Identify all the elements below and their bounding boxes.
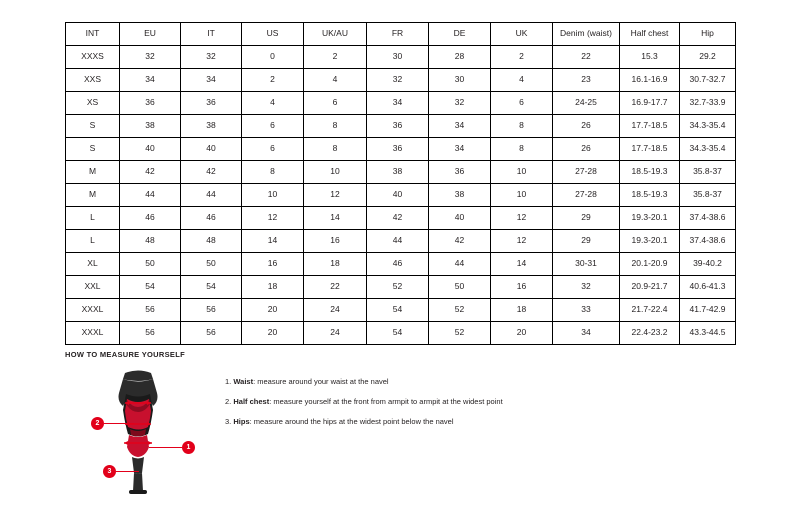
cell-fr: 34 bbox=[367, 92, 429, 115]
cell-int: XXXL bbox=[66, 299, 120, 322]
cell-eu: 48 bbox=[120, 230, 181, 253]
cell-it: 34 bbox=[181, 69, 242, 92]
cell-it: 48 bbox=[181, 230, 242, 253]
cell-int: XS bbox=[66, 92, 120, 115]
leader-line-hips bbox=[116, 471, 139, 472]
cell-int: XXXL bbox=[66, 322, 120, 345]
cell-int: XXL bbox=[66, 276, 120, 299]
cell-it: 32 bbox=[181, 46, 242, 69]
cell-de: 52 bbox=[429, 299, 491, 322]
cell-de: 50 bbox=[429, 276, 491, 299]
cell-half-chest: 18.5-19.3 bbox=[620, 184, 680, 207]
cell-denim-waist: 30-31 bbox=[553, 253, 620, 276]
cell-half-chest: 16.1-16.9 bbox=[620, 69, 680, 92]
cell-hip: 34.3-35.4 bbox=[680, 115, 736, 138]
cell-half-chest: 22.4-23.2 bbox=[620, 322, 680, 345]
cell-it: 46 bbox=[181, 207, 242, 230]
cell-de: 34 bbox=[429, 138, 491, 161]
cell-de: 40 bbox=[429, 207, 491, 230]
cell-half-chest: 20.9-21.7 bbox=[620, 276, 680, 299]
cell-int: L bbox=[66, 207, 120, 230]
cell-de: 42 bbox=[429, 230, 491, 253]
cell-hip: 40.6-41.3 bbox=[680, 276, 736, 299]
mannequin-figure bbox=[65, 369, 215, 499]
cell-denim-waist: 26 bbox=[553, 115, 620, 138]
cell-denim-waist: 27-28 bbox=[553, 184, 620, 207]
cell-uk-au: 24 bbox=[304, 299, 367, 322]
cell-uk: 6 bbox=[491, 92, 553, 115]
table-row bbox=[66, 115, 736, 138]
cell-us: 18 bbox=[242, 276, 304, 299]
cell-uk-au: 14 bbox=[304, 207, 367, 230]
cell-hip: 32.7-33.9 bbox=[680, 92, 736, 115]
cell-fr: 42 bbox=[367, 207, 429, 230]
cell-denim-waist: 29 bbox=[553, 230, 620, 253]
cell-eu: 34 bbox=[120, 69, 181, 92]
cell-uk: 8 bbox=[491, 115, 553, 138]
mannequin-illustration bbox=[103, 369, 173, 497]
cell-hip: 34.3-35.4 bbox=[680, 138, 736, 161]
size-chart-table-wrapper bbox=[65, 22, 735, 345]
cell-uk: 14 bbox=[491, 253, 553, 276]
cell-it: 36 bbox=[181, 92, 242, 115]
cell-us: 4 bbox=[242, 92, 304, 115]
table-row bbox=[66, 253, 736, 276]
table-row bbox=[66, 92, 736, 115]
cell-eu: 32 bbox=[120, 46, 181, 69]
cell-de: 44 bbox=[429, 253, 491, 276]
cell-it: 56 bbox=[181, 322, 242, 345]
cell-de: 34 bbox=[429, 115, 491, 138]
cell-hip: 35.8-37 bbox=[680, 184, 736, 207]
cell-fr: 46 bbox=[367, 253, 429, 276]
table-row bbox=[66, 322, 736, 345]
how-to-measure-body bbox=[65, 369, 735, 499]
table-row bbox=[66, 207, 736, 230]
cell-fr: 44 bbox=[367, 230, 429, 253]
leader-line-half-chest bbox=[104, 423, 134, 424]
cell-half-chest: 19.3-20.1 bbox=[620, 230, 680, 253]
cell-us: 20 bbox=[242, 299, 304, 322]
cell-eu: 56 bbox=[120, 299, 181, 322]
cell-us: 12 bbox=[242, 207, 304, 230]
column-header-half-chest: Half chest bbox=[620, 23, 680, 46]
cell-eu: 38 bbox=[120, 115, 181, 138]
size-chart-table bbox=[65, 22, 736, 345]
cell-int: XXS bbox=[66, 69, 120, 92]
cell-us: 8 bbox=[242, 161, 304, 184]
instruction-half-chest bbox=[225, 397, 503, 406]
cell-half-chest: 16.9-17.7 bbox=[620, 92, 680, 115]
cell-us: 6 bbox=[242, 138, 304, 161]
cell-us: 2 bbox=[242, 69, 304, 92]
cell-uk-au: 24 bbox=[304, 322, 367, 345]
cell-de: 32 bbox=[429, 92, 491, 115]
measure-instructions-list bbox=[225, 369, 503, 437]
instruction-text: : measure around your waist at the navel bbox=[253, 377, 389, 386]
cell-uk: 12 bbox=[491, 207, 553, 230]
cell-uk-au: 8 bbox=[304, 115, 367, 138]
cell-us: 14 bbox=[242, 230, 304, 253]
cell-uk-au: 22 bbox=[304, 276, 367, 299]
cell-uk: 18 bbox=[491, 299, 553, 322]
cell-half-chest: 21.7-22.4 bbox=[620, 299, 680, 322]
instruction-term: Half chest bbox=[233, 397, 270, 406]
instruction-number: 1. bbox=[225, 377, 232, 386]
column-header-de: DE bbox=[429, 23, 491, 46]
cell-denim-waist: 24-25 bbox=[553, 92, 620, 115]
cell-half-chest: 15.3 bbox=[620, 46, 680, 69]
cell-fr: 32 bbox=[367, 69, 429, 92]
cell-fr: 52 bbox=[367, 276, 429, 299]
cell-de: 30 bbox=[429, 69, 491, 92]
cell-eu: 50 bbox=[120, 253, 181, 276]
cell-half-chest: 18.5-19.3 bbox=[620, 161, 680, 184]
cell-uk-au: 8 bbox=[304, 138, 367, 161]
column-header-denim-waist: Denim (waist) bbox=[553, 23, 620, 46]
cell-uk-au: 18 bbox=[304, 253, 367, 276]
cell-uk: 12 bbox=[491, 230, 553, 253]
cell-de: 28 bbox=[429, 46, 491, 69]
cell-de: 36 bbox=[429, 161, 491, 184]
table-row bbox=[66, 230, 736, 253]
cell-it: 40 bbox=[181, 138, 242, 161]
cell-uk: 10 bbox=[491, 161, 553, 184]
table-row bbox=[66, 138, 736, 161]
cell-it: 42 bbox=[181, 161, 242, 184]
cell-int: XXXS bbox=[66, 46, 120, 69]
cell-int: S bbox=[66, 115, 120, 138]
cell-eu: 44 bbox=[120, 184, 181, 207]
cell-hip: 37.4-38.6 bbox=[680, 230, 736, 253]
cell-eu: 42 bbox=[120, 161, 181, 184]
cell-denim-waist: 22 bbox=[553, 46, 620, 69]
cell-eu: 56 bbox=[120, 322, 181, 345]
cell-hip: 39-40.2 bbox=[680, 253, 736, 276]
instruction-text: : measure around the hips at the widest point below the navel bbox=[249, 417, 454, 426]
cell-denim-waist: 23 bbox=[553, 69, 620, 92]
cell-hip: 41.7-42.9 bbox=[680, 299, 736, 322]
cell-fr: 54 bbox=[367, 299, 429, 322]
cell-eu: 46 bbox=[120, 207, 181, 230]
cell-fr: 30 bbox=[367, 46, 429, 69]
cell-half-chest: 17.7-18.5 bbox=[620, 115, 680, 138]
cell-fr: 36 bbox=[367, 138, 429, 161]
table-row bbox=[66, 299, 736, 322]
cell-int: M bbox=[66, 184, 120, 207]
instruction-text: : measure yourself at the front from armpit to armpit at the widest point bbox=[269, 397, 503, 406]
cell-it: 44 bbox=[181, 184, 242, 207]
column-header-uk-au: UK/AU bbox=[304, 23, 367, 46]
table-row bbox=[66, 69, 736, 92]
cell-uk: 20 bbox=[491, 322, 553, 345]
cell-de: 38 bbox=[429, 184, 491, 207]
cell-uk: 10 bbox=[491, 184, 553, 207]
cell-hip: 37.4-38.6 bbox=[680, 207, 736, 230]
table-row bbox=[66, 184, 736, 207]
cell-half-chest: 19.3-20.1 bbox=[620, 207, 680, 230]
cell-eu: 54 bbox=[120, 276, 181, 299]
column-header-int: INT bbox=[66, 23, 120, 46]
cell-denim-waist: 33 bbox=[553, 299, 620, 322]
cell-us: 16 bbox=[242, 253, 304, 276]
table-row bbox=[66, 276, 736, 299]
cell-hip: 35.8-37 bbox=[680, 161, 736, 184]
cell-it: 54 bbox=[181, 276, 242, 299]
cell-denim-waist: 27-28 bbox=[553, 161, 620, 184]
cell-int: S bbox=[66, 138, 120, 161]
cell-fr: 54 bbox=[367, 322, 429, 345]
cell-eu: 36 bbox=[120, 92, 181, 115]
cell-uk: 16 bbox=[491, 276, 553, 299]
instruction-term: Hips bbox=[233, 417, 250, 426]
cell-us: 10 bbox=[242, 184, 304, 207]
cell-denim-waist: 29 bbox=[553, 207, 620, 230]
cell-uk: 4 bbox=[491, 69, 553, 92]
cell-eu: 40 bbox=[120, 138, 181, 161]
cell-us: 0 bbox=[242, 46, 304, 69]
cell-half-chest: 20.1-20.9 bbox=[620, 253, 680, 276]
cell-denim-waist: 26 bbox=[553, 138, 620, 161]
cell-uk-au: 6 bbox=[304, 92, 367, 115]
column-header-us: US bbox=[242, 23, 304, 46]
cell-denim-waist: 34 bbox=[553, 322, 620, 345]
table-row bbox=[66, 46, 736, 69]
table-header-row bbox=[66, 23, 736, 46]
cell-int: XL bbox=[66, 253, 120, 276]
instruction-number: 2. bbox=[225, 397, 232, 406]
cell-uk-au: 16 bbox=[304, 230, 367, 253]
column-header-uk: UK bbox=[491, 23, 553, 46]
column-header-it: IT bbox=[181, 23, 242, 46]
instruction-term: Waist bbox=[233, 377, 254, 386]
cell-int: L bbox=[66, 230, 120, 253]
cell-de: 52 bbox=[429, 322, 491, 345]
cell-us: 6 bbox=[242, 115, 304, 138]
table-row bbox=[66, 161, 736, 184]
column-header-eu: EU bbox=[120, 23, 181, 46]
table-body bbox=[66, 46, 736, 345]
leader-line-waist bbox=[149, 447, 182, 448]
cell-it: 50 bbox=[181, 253, 242, 276]
cell-uk-au: 10 bbox=[304, 161, 367, 184]
instruction-waist bbox=[225, 377, 503, 386]
cell-hip: 43.3-44.5 bbox=[680, 322, 736, 345]
marker-1-waist: 1 bbox=[182, 441, 195, 454]
instruction-number: 3. bbox=[225, 417, 232, 426]
cell-fr: 40 bbox=[367, 184, 429, 207]
instruction-hips bbox=[225, 417, 503, 426]
how-to-measure-section bbox=[65, 350, 735, 499]
cell-fr: 38 bbox=[367, 161, 429, 184]
cell-hip: 30.7-32.7 bbox=[680, 69, 736, 92]
cell-uk-au: 2 bbox=[304, 46, 367, 69]
marker-3-hips: 3 bbox=[103, 465, 116, 478]
cell-denim-waist: 32 bbox=[553, 276, 620, 299]
column-header-hip: Hip bbox=[680, 23, 736, 46]
cell-half-chest: 17.7-18.5 bbox=[620, 138, 680, 161]
cell-int: M bbox=[66, 161, 120, 184]
cell-hip: 29.2 bbox=[680, 46, 736, 69]
cell-it: 56 bbox=[181, 299, 242, 322]
cell-it: 38 bbox=[181, 115, 242, 138]
column-header-fr: FR bbox=[367, 23, 429, 46]
cell-uk-au: 12 bbox=[304, 184, 367, 207]
cell-uk: 8 bbox=[491, 138, 553, 161]
cell-uk-au: 4 bbox=[304, 69, 367, 92]
cell-us: 20 bbox=[242, 322, 304, 345]
how-to-measure-title: HOW TO MEASURE YOURSELF bbox=[65, 350, 185, 359]
marker-2-half-chest: 2 bbox=[91, 417, 104, 430]
cell-fr: 36 bbox=[367, 115, 429, 138]
cell-uk: 2 bbox=[491, 46, 553, 69]
